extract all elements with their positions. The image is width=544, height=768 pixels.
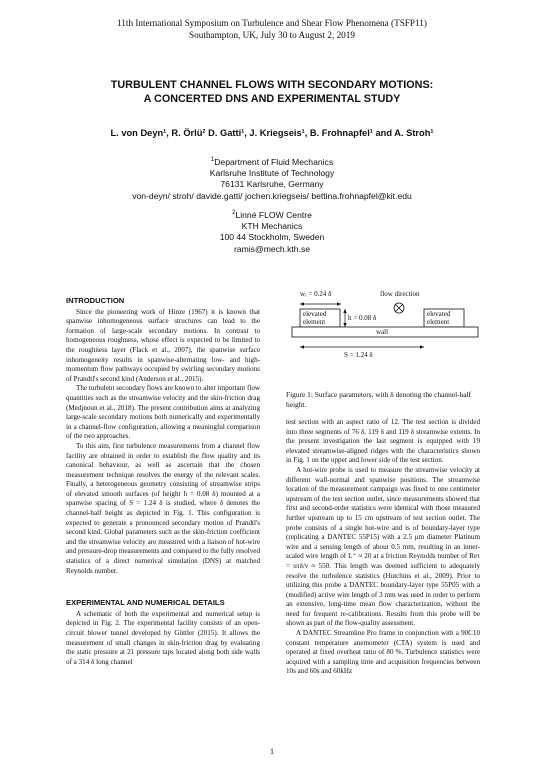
wr-arrow-right — [337, 302, 341, 306]
right-paragraph-3: A DANTEC Streamline Pro frame in conjunction with a 90C10 constant temperature anemometer (CTA) system is used and operated at fixed overheat ratio of 80 %. Turbulence statistics were acquired with a sampling time and acquisition frequencies between 10s and 60s and 60kHz — [286, 629, 480, 676]
right-paragraph-2: A hot-wire probe is used to measure the streamwise velocity at different wall-normal and spanwise positions. The streamwise location of the measurement campaign was fixed to one centimeter upstream of the test section outlet, since measurements showed that first and second-order statistics were identical with those measured further upstream up to 15 cm upstream of test section outlet. The probe consists of a single hot-wire and is of boundary-layer type (replicating a DANTEC 55P15) with a 2.5 μm diameter Platinum wire and a sensing length of about 0.5 mm, resulting in an inner-scaled wire length of L⁺ ≈ 20 at a friction Reynolds number of Reτ = uτδ/ν ≈ 550. This length was deemed sufficient to adequately resolve the turbulence statistics (Hutchins et al., 2009). Prior to utilizing this probe a DANTEC boundary-layer type 55P05 with a (modified) active wire length of 3 mm was used in order to perform an extensive, long-time mean flow characterization, without the need for frequent re-calibrations. Results from this probe will be shown as part of the flow-quality assessment. — [286, 465, 480, 628]
intro-paragraph-1: Since the pioneering work of Hinze (1967) it is known that spanwise inhomogeneous surface structures can lead to the formation of large-scale secondary motions. In contrast to homogeneous roughness, whose effect is expected to be limited to the roughness layer (Flack et al., 2007), the spanwise surface inhomogeneity results in spanwise-alternating low- and high-momentum flow pathways occupied by swirling secondary motions of Prandtl's second kind (Anderson et al., 2015). — [66, 307, 260, 383]
affiliation-1 — [0, 155, 544, 202]
affiliation-2-dept — [0, 208, 544, 221]
affiliation-2-dept-name: Linné FLOW Centre — [235, 209, 312, 220]
title-line-1: TURBULENT CHANNEL FLOWS WITH SECONDARY MOTIONS: — [110, 79, 434, 91]
affiliation-2-marker: 2 — [232, 210, 236, 216]
intro-paragraph-3: To this aim, first turbulence measurements from a channel flow facility are obtained in order to establish the flow quality and its canonical behaviour, as well as ascertain that the chosen measurement technique resolves the energy of the relevant scales. Finally, a heterogeneous geometry consisting of streamwise strips of elevated smooth surfaces (of height h = 0.08 δ) mounted at a spanwise spacing of S = 1.24 δ is studied, where δ denotes the channel-half height as depicted in Fig. 1. This configuration is expected to generate a pronounced secondary motion of Prandtl's second kind. Global parameters such as the skin-friction coefficient and the streamwise velocity are measured with a liaison of hot-wire and pressure-drop measurements and compared to the fully resolved statistics of a direct numerical simulation (DNS) at matched Reynolds number. — [66, 441, 260, 575]
paper-title — [40, 79, 504, 106]
flow-direction-label: flow direction — [380, 290, 420, 298]
figure-1-caption: Figure 1: Surface parameters, with δ denoting the channel-half height. — [286, 390, 472, 409]
affiliation-2 — [0, 208, 544, 255]
wr-arrow-left — [300, 302, 304, 306]
affiliation-1-marker: 1 — [210, 157, 215, 163]
conference-name: 11th International Symposium on Turbulence and Shear Flow Phenomena (TSFP11) — [117, 18, 427, 28]
elevated-element-left-label: elevated element — [303, 310, 327, 326]
affiliation-2-city: 100 44 Stockholm, Sweden — [219, 232, 325, 243]
affiliation-1-emails: von-deyn/ stroh/ davide.gatti/ jochen.kriegseis/ bettina.frohnapfel@kit.edu — [132, 190, 412, 201]
wr-label: wᵣ = 0.24 δ — [300, 290, 332, 298]
experimental-paragraph-1: A schematic of both the experimental and numerical setup is depicted in Fig. 2. The experimental facility consists of an open-circuit blower tunnel developed by Güttler (2015). It allows the measurement of small changes in skin-friction drag by evaluating the static pressure at 21 pressure taps located along both side walls of a 314 δ long channel — [66, 609, 260, 666]
conference-location-date: Southampton, UK, July 30 to August 2, 2019 — [189, 29, 355, 40]
right-paragraph-1: test section with an aspect ratio of 12. The test section is divided into three segments of 76 δ, 119 δ and 119 δ streamwise extents. In the present investigation the last segment is equipped with 19 elevated streamwise-aligned ridges with the characteristics shown in Fig. 1 on the upper and lower side of the test section. — [286, 418, 480, 465]
affiliation-1-dept-name: Department of Fluid Mechanics — [214, 156, 334, 167]
conference-header — [0, 18, 544, 41]
surface-schematic — [286, 289, 482, 389]
h-label: h = 0.08 δ — [348, 314, 377, 322]
affiliation-2-institute: KTH Mechanics — [241, 221, 303, 232]
author-list: L. von Deyn¹, R. Örlü² D. Gatti¹, J. Kriegseis¹, B. Frohnapfel¹ and A. Stroh¹ — [110, 128, 434, 138]
figure-1-schematic — [286, 289, 482, 397]
page-number: 1 — [269, 746, 275, 756]
affiliation-1-institute: Karlsruhe Institute of Technology — [209, 168, 335, 179]
affiliation-1-dept — [0, 155, 544, 168]
s-label: S = 1.24 δ — [344, 351, 373, 359]
right-column — [286, 418, 480, 677]
experimental-heading: EXPERIMENTAL AND NUMERICAL DETAILS — [66, 598, 225, 608]
wall-label: wall — [376, 328, 389, 336]
intro-paragraph-2: The turbulent secondary flows are known to alter important flow quantities such as the streamwise velocity and the skin-friction drag (Medjnoun et al., 2018). The present contribution aims at analyzing large-scale secondary motions both numerically and experimentally in a channel-flow configuration, allowing a meaningful comparison of the two approaches. — [66, 384, 260, 441]
affiliation-2-email: ramis@mech.kth.se — [233, 243, 311, 254]
elevated-element-right-label: elevated element — [427, 310, 451, 326]
title-line-2: A CONCERTED DNS AND EXPERIMENTAL STUDY — [143, 92, 401, 105]
introduction-heading: INTRODUCTION — [66, 296, 125, 305]
affiliation-1-city: 76131 Karlsruhe, Germany — [220, 179, 324, 190]
left-column — [66, 296, 260, 667]
